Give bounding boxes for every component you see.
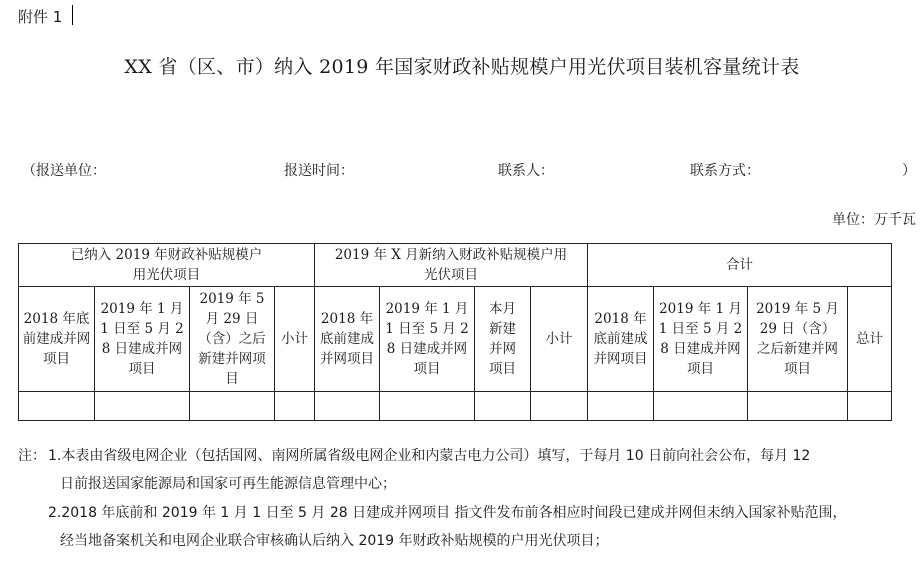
table-cell xyxy=(95,392,190,421)
group-header-newly-included: 2019 年 X 月新纳入财政补贴规模户用光伏项目 xyxy=(315,244,588,287)
table-row xyxy=(19,392,892,421)
table-cell xyxy=(380,392,475,421)
col-header: 2019 年 5 月 29 日（含）之后新建并网项目 xyxy=(190,287,275,392)
attachment-label: 附件 1 xyxy=(18,8,63,26)
table-cell xyxy=(19,392,95,421)
table-cell xyxy=(190,392,275,421)
meta-contact-person-label: 联系人： xyxy=(498,163,554,179)
meta-reporting-time-label: 报送时间： xyxy=(284,163,354,179)
note-1-line-1: 1.本表由省级电网企业（包括国网、南网所属省级电网企业和内蒙古电力公司）填写，于每月 10 日前向社会公布，每月 12 xyxy=(48,448,811,464)
meta-close-paren: ） xyxy=(902,163,916,179)
table-cell xyxy=(475,392,531,421)
col-header-grand-total: 总计 xyxy=(848,287,892,392)
table-cell xyxy=(275,392,315,421)
note-2-line-2: 经当地备案机关和电网企业联合审核确认后纳入 2019 年财政补贴规模的户用光伏项目； xyxy=(60,533,609,549)
meta-contact-method-label: 联系方式： xyxy=(690,163,760,179)
notes-prefix: 注： xyxy=(18,448,46,464)
statistics-table xyxy=(18,243,892,421)
col-header: 2018 年底前建成并网项目 xyxy=(588,287,654,392)
group-header-included: 已纳入 2019 年财政补贴规模户用光伏项目 xyxy=(19,244,315,287)
note-1-line-2: 日前报送国家能源局和国家可再生能源信息管理中心； xyxy=(60,476,396,492)
unit-note: 单位：万千瓦 xyxy=(832,212,916,228)
meta-open-paren: （ xyxy=(22,163,36,179)
note-2-line-1: 2.2018 年底前和 2019 年 1 月 1 日至 5 月 28 日建成并网项目 指文件发布前各相应时间段已建成并网但未纳入国家补贴范围， xyxy=(48,505,847,521)
col-header-subtotal: 小计 xyxy=(275,287,315,392)
table-cell xyxy=(531,392,588,421)
meta-reporting-unit-label: 报送单位： xyxy=(36,163,106,179)
group-header-total: 合计 xyxy=(588,244,892,287)
document-title: XX 省（区、市）纳入 2019 年国家财政补贴规模户用光伏项目装机容量统计表 xyxy=(124,56,800,78)
table-cell xyxy=(315,392,380,421)
table-cell xyxy=(848,392,892,421)
table-cell xyxy=(588,392,654,421)
col-header: 2018 年底前建成并网项目 xyxy=(19,287,95,392)
col-header-subtotal: 小计 xyxy=(531,287,588,392)
report-meta-row xyxy=(22,160,916,180)
col-header: 2019 年 1 月 1 日至 5 月 28 日建成并网项目 xyxy=(654,287,748,392)
col-header: 2019 年 1 月 1 日至 5 月 28 日建成并网项目 xyxy=(95,287,190,392)
col-header: 本月新建并网项目 xyxy=(475,287,531,392)
col-header: 2019 年 1 月 1 日至 5 月 28 日建成并网项目 xyxy=(380,287,475,392)
col-header: 2018 年底前建成并网项目 xyxy=(315,287,380,392)
col-header: 2019 年 5 月 29 日（含）之后新建并网项目 xyxy=(748,287,848,392)
table-cell xyxy=(654,392,748,421)
text-cursor xyxy=(72,5,73,25)
table-cell xyxy=(748,392,848,421)
